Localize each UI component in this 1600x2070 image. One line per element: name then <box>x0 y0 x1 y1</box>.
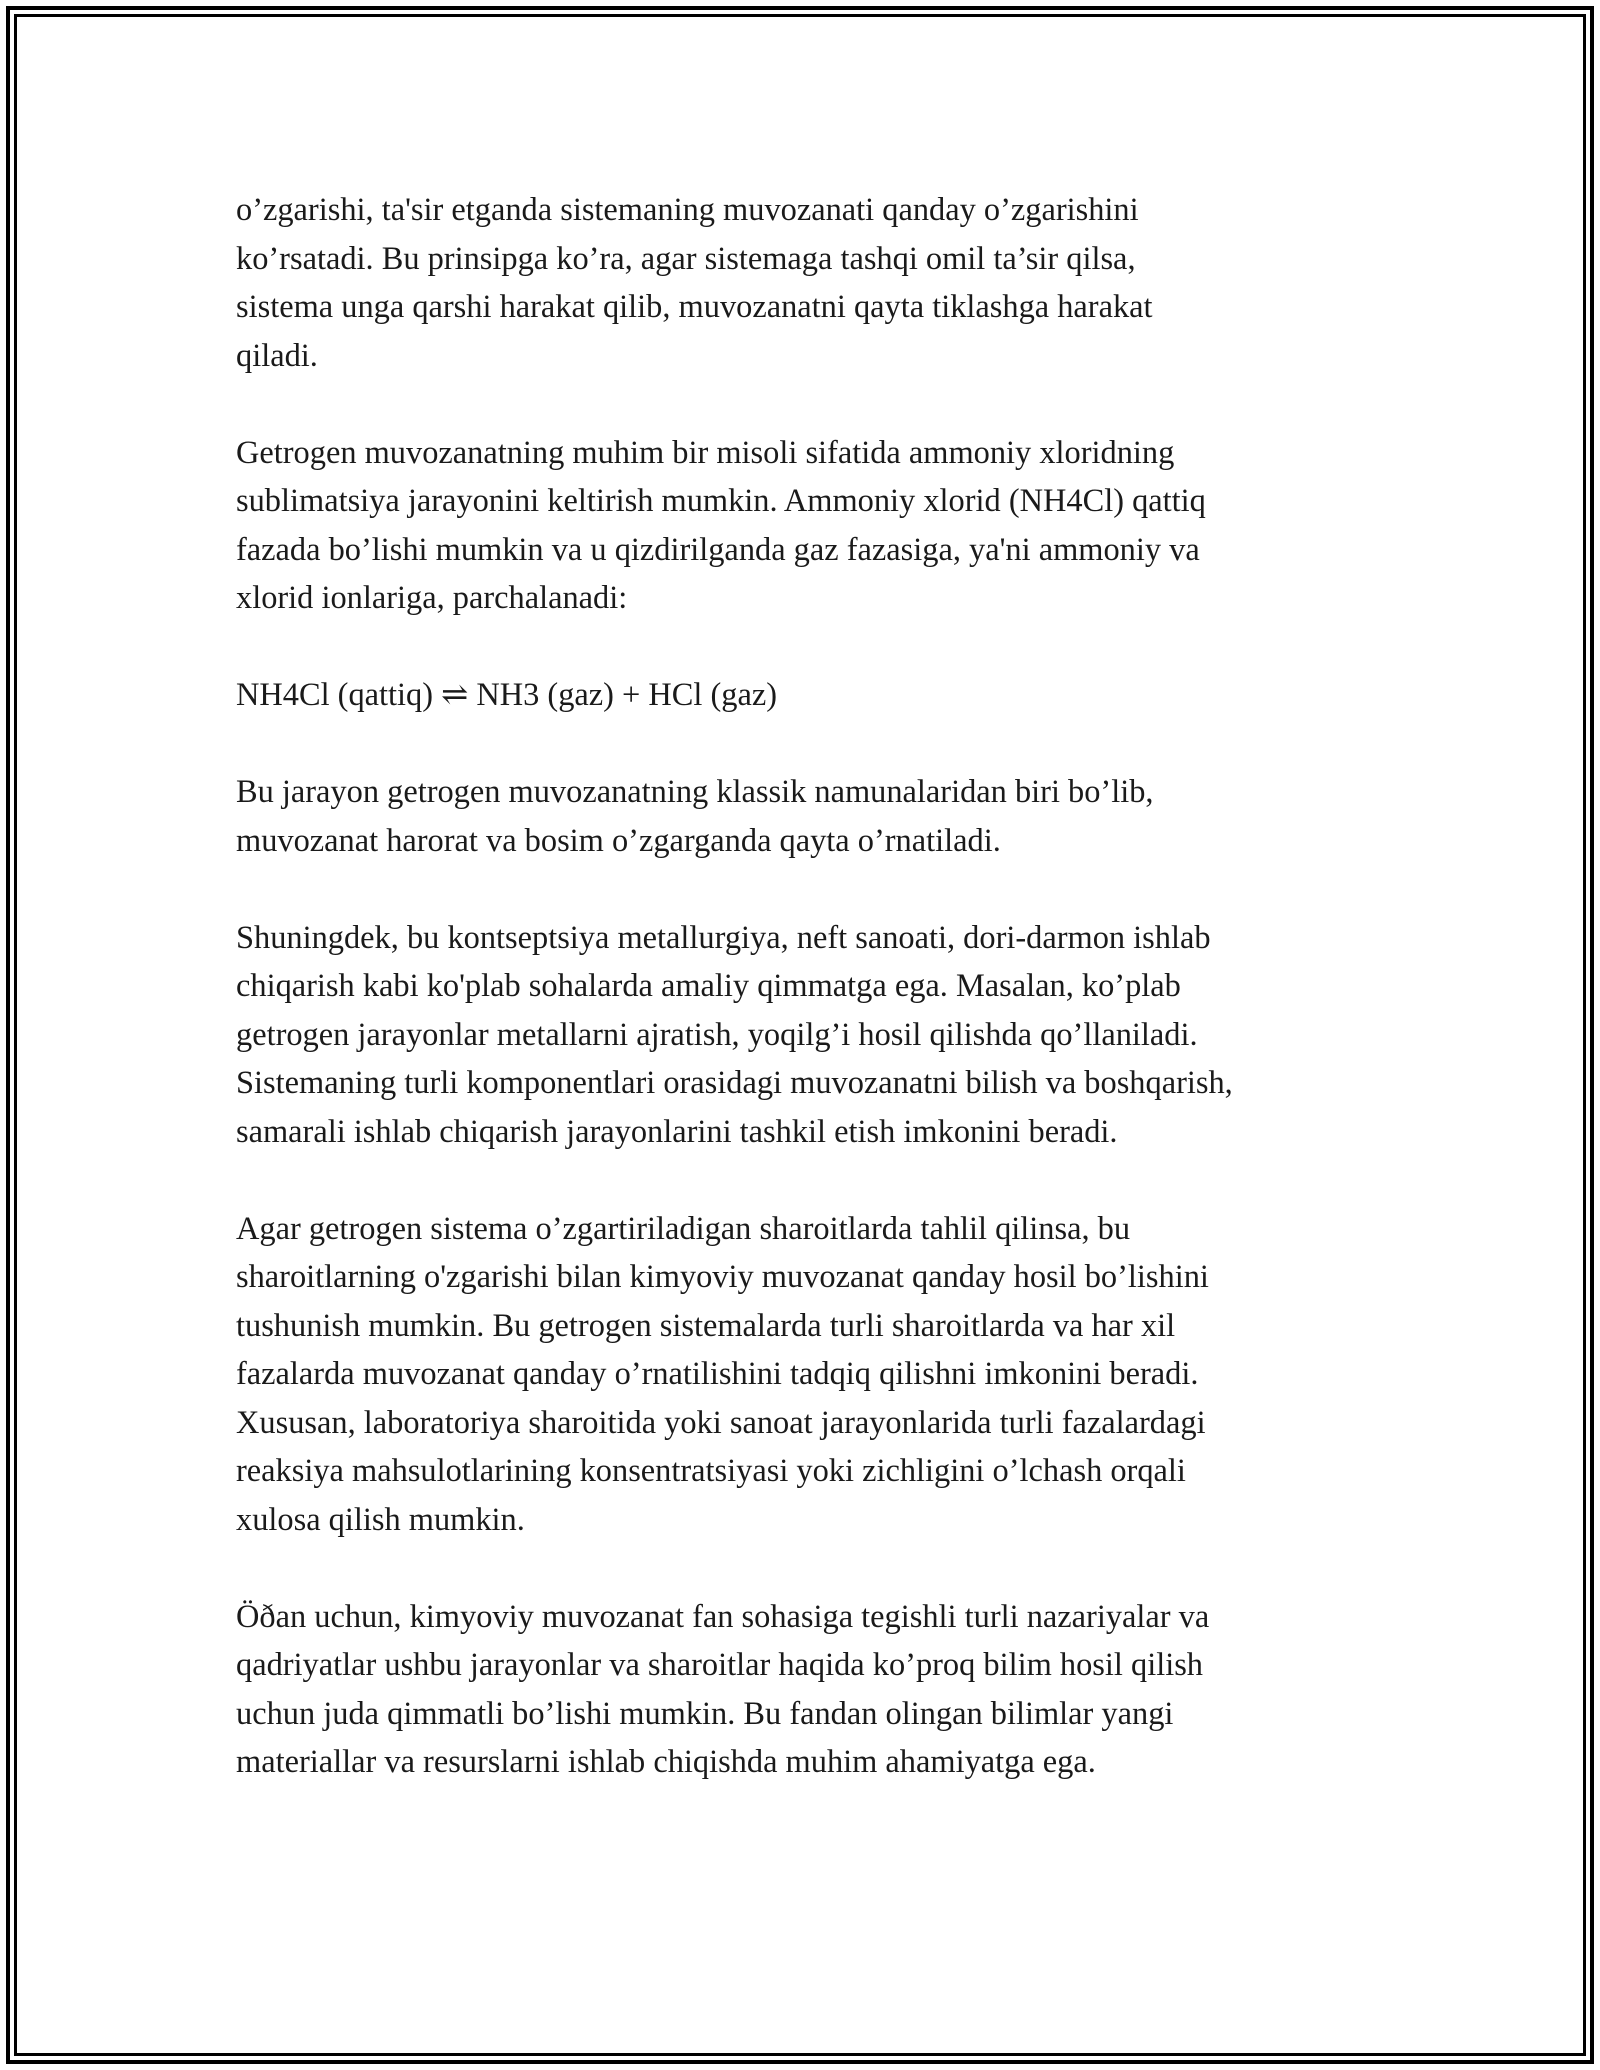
paragraph-conclusion: Öðan uchun, kimyoviy muvozanat fan sohasiga tegishli turli nazariyalar va qadriyatlar ushbu jarayonlar va sharoitlar haqida ko’proq bilim hosil qilish uchun juda qimmatli bo’lishi mumkin. Bu fandan olingan bilimlar yangi materiallar va resurslarni ishlab chiqishda muhim ahamiyatga ega. <box>236 1598 1210 1780</box>
paragraph-analysis: Agar getrogen sistema o’zgartiriladigan sharoitlarda tahlil qilinsa, bu sharoitlarning o'zgarishi bilan kimyoviy muvozanat qanday hosil bo’lishini tushunish mumkin. Bu getrogen sistemalarda turli sharoitlarda va har xil fazalarda muvozanat qanday o’rnatilishini tadqiq qilishni imkonini beradi. Xususan, laboratoriya sharoitida yoki sanoat jarayonlarida turli fazalardagi reaksiya mahsulotlarining konsentratsiyasi yoki zichligini o’lchash orqali xulosa qilish mumkin. <box>236 1210 1209 1538</box>
paragraph-le-chatelier: o’zgarishi, ta'sir etganda sistemaning muvozanati qanday o’zgarishini ko’rsatadi. Bu prinsipga ko’ra, agar sistemaga tashqi omil ta’sir qilsa, sistema unga qarshi harakat qilib, muvozanatni qayta tiklashga harakat qiladi. <box>236 192 1153 374</box>
paragraph-classic-example: Bu jarayon getrogen muvozanatning klassik namunalaridan biri bo’lib, muvozanat harorat va bosim o’zgarganda qayta o’rnatiladi. <box>236 774 1154 859</box>
paragraph-ammonium-chloride: Getrogen muvozanatning muhim bir misoli sifatida ammoniy xloridning sublimatsiya jarayonini keltirish mumkin. Ammoniy xlorid (NH4Cl) qattiq fazada bo’lishi mumkin va u qizdirilganda gaz fazasiga, ya'ni ammoniy va xlorid ionlariga, parchalanadi: <box>236 434 1206 616</box>
paragraph-applications: Shuningdek, bu kontseptsiya metallurgiya, neft sanoati, dori-darmon ishlab chiqarish kabi ko'plab sohalarda amaliy qimmatga ega. Masalan, ko’plab getrogen jarayonlar metallarni ajratish, yoqilg’i hosil qilishda qo’llaniladi. Sistemaning turli komponentlari orasidagi muvozanatni bilish va boshqarish, samarali ishlab chiqarish jarayonlarini tashkil etish imkonini beradi. <box>236 919 1233 1150</box>
reaction-equation: NH4Cl (qattiq) ⇌ NH3 (gaz) + HCl (gaz) <box>236 677 778 713</box>
document-body <box>236 186 1386 1787</box>
